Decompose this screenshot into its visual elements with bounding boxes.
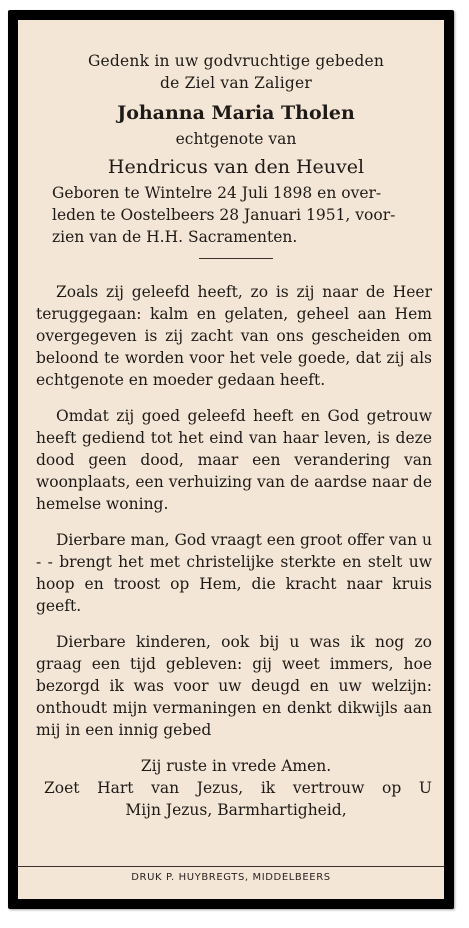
invocation-line-1: Gedenk in uw godvruchtige gebeden (87, 52, 385, 70)
memorial-card (8, 10, 454, 909)
closing-prayer-1: Zij ruste in vrede Amen. (140, 757, 332, 775)
card-paper (18, 20, 444, 899)
deceased-name: Johanna Maria Tholen (117, 102, 355, 124)
printer-imprint: DRUK P. HUYBREGTS, MIDDELBEERS (131, 872, 331, 883)
dates-line-1: Geboren te Wintelre 24 Juli 1898 en over- (52, 184, 382, 202)
relation-text: echtgenote van (175, 130, 297, 148)
paragraph-3: Dierbare man, God vraagt een groot offer van u - - brengt het met christelijke sterkte en stelt uw hoop en troost op Hem, die kracht naar kruis geeft. (36, 531, 432, 615)
paragraph-4: Dierbare kinderen, ook bij u was ik nog zo graag een tijd gebleven: gij weet immers, hoe bezorgd ik was voor uw deugd en uw welzijn: onthoudt mijn vermaningen en denkt dikwijls aan mij in een innig gebed (36, 633, 432, 739)
printer-divider (18, 866, 444, 867)
divider (199, 258, 273, 259)
card-text (36, 50, 436, 821)
dates-line-2: leden te Oostelbeers 28 Januari 1951, voor- (52, 206, 396, 224)
closing-prayer-2: Zoet Hart van Jezus, ik vertrouw op U (44, 779, 432, 797)
life-dates (36, 182, 436, 248)
invocation-line-2: de Ziel van Zaliger (160, 74, 312, 92)
paragraph-1: Zoals zij geleefd heeft, zo is zij naar de Heer teruggegaan: kalm en gelaten, geheel aan Hem overgegeven is zij zacht van ons gescheiden om beloond te worden voor het vele goede, dat zij als echtgenote en moeder gedaan heeft. (36, 283, 432, 389)
closing-prayer-3: Mijn Jezus, Barmhartigheid, (125, 801, 347, 819)
spouse-name: Hendricus van den Heuvel (107, 156, 365, 178)
dates-line-3: zien van de H.H. Sacramenten. (52, 228, 298, 246)
paragraph-2: Omdat zij goed geleefd heeft en God getrouw heeft gediend tot het eind van haar leven, is deze dood geen dood, maar een verandering van woonplaats, een verhuizing van de aardse naar de hemelse woning. (36, 407, 432, 513)
